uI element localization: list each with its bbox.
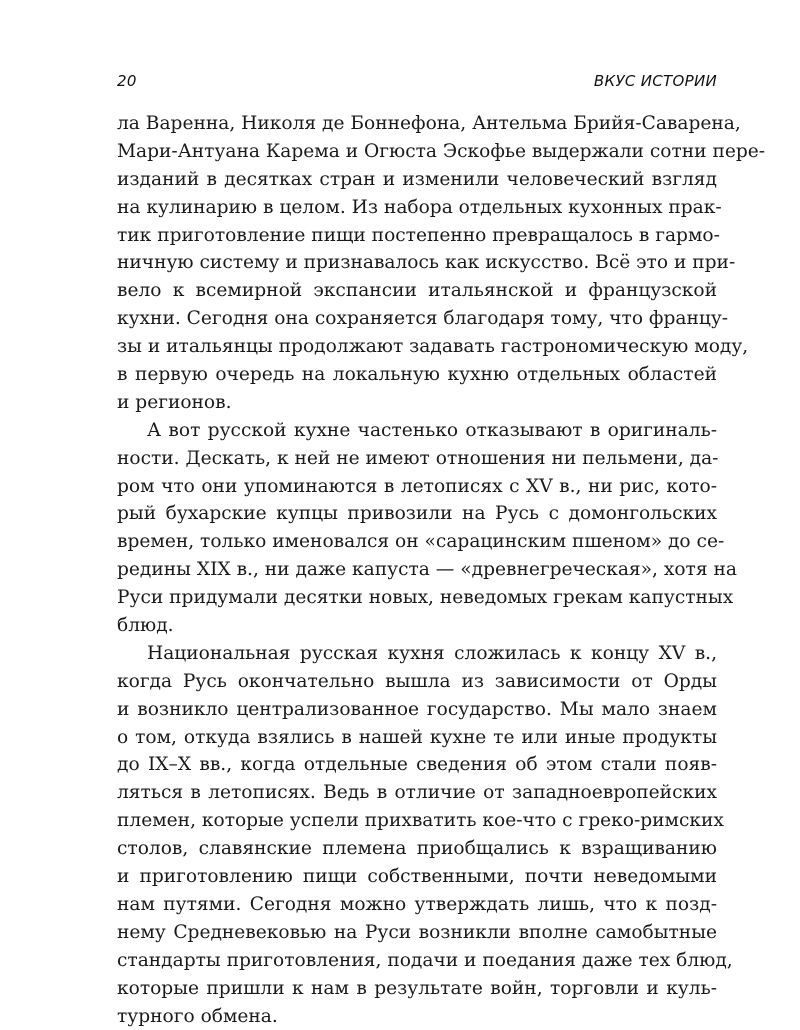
paragraph-3 xyxy=(117,640,717,1030)
book-title: ВКУС ИСТОРИИ xyxy=(594,72,717,90)
text-line: и возникло централизованное государство. Мы мало знаем xyxy=(117,696,717,724)
text-line: и приготовлению пищи собственными, почти неведомыми xyxy=(117,863,717,891)
text-line: племен, которые успели прихватить кое-что с греко-римских xyxy=(117,807,717,835)
text-line: ла Варенна, Николя де Боннефона, Антельма Брийя-Саварена, xyxy=(117,110,717,138)
text-line: ляться в летописях. Ведь в отличие от западноевропейских xyxy=(117,779,717,807)
text-line: когда Русь окончательно вышла из зависимости от Орды xyxy=(117,668,717,696)
text-line: турного обмена. xyxy=(117,1003,717,1030)
text-line: о том, откуда взялись в нашей кухне те или иные продукты xyxy=(117,724,717,752)
text-line: Национальная русская кухня сложилась к концу XV в., xyxy=(117,640,717,668)
text-line: до IX–X вв., когда отдельные сведения об этом стали появ- xyxy=(117,751,717,779)
text-line: нему Средневековью на Руси возникли вполне самобытные xyxy=(117,919,717,947)
text-line: Мари-Антуана Карема и Огюста Эскофье выдержали сотни пере- xyxy=(117,138,717,166)
running-head xyxy=(117,72,717,94)
paragraph-1 xyxy=(117,110,717,417)
text-line: и регионов. xyxy=(117,389,717,417)
text-line: ничную систему и признавалось как искусство. Всё это и при- xyxy=(117,249,717,277)
paragraph-2 xyxy=(117,417,717,640)
text-line: ности. Дескать, к ней не имеют отношения ни пельмени, да- xyxy=(117,445,717,473)
text-line: Руси придумали десятки новых, неведомых грекам капустных xyxy=(117,584,717,612)
text-line: рый бухарские купцы привозили на Русь с домонгольских xyxy=(117,500,717,528)
text-line: в первую очередь на локальную кухню отдельных областей xyxy=(117,361,717,389)
text-line: зы и итальянцы продолжают задавать гастрономическую моду, xyxy=(117,333,717,361)
text-line: вело к всемирной экспансии итальянской и французской xyxy=(117,277,717,305)
text-line: стандарты приготовления, подачи и поедания даже тех блюд, xyxy=(117,947,717,975)
text-line: редины XIX в., ни даже капуста — «древнегреческая», хотя на xyxy=(117,556,717,584)
text-line: ром что они упоминаются в летописях с XV в., ни рис, кото- xyxy=(117,473,717,501)
text-line: на кулинарию в целом. Из набора отдельных кухонных прак- xyxy=(117,194,717,222)
text-line: изданий в десятках стран и изменили человеческий взгляд xyxy=(117,166,717,194)
text-line: которые пришли к нам в результате войн, торговли и куль- xyxy=(117,975,717,1003)
text-line: тик приготовление пищи постепенно превращалось в гармо- xyxy=(117,222,717,250)
text-line: А вот русской кухне частенько отказывают в оригиналь- xyxy=(117,417,717,445)
text-line: нам путями. Сегодня можно утверждать лишь, что к позд- xyxy=(117,891,717,919)
text-line: времен, только именовался он «сарацинским пшеном» до се- xyxy=(117,528,717,556)
text-line: кухни. Сегодня она сохраняется благодаря тому, что францу- xyxy=(117,305,717,333)
body-text xyxy=(117,110,717,1030)
text-line: блюд. xyxy=(117,612,717,640)
page-number: 20 xyxy=(117,72,137,90)
text-line: столов, славянские племена приобщались к взращиванию xyxy=(117,835,717,863)
